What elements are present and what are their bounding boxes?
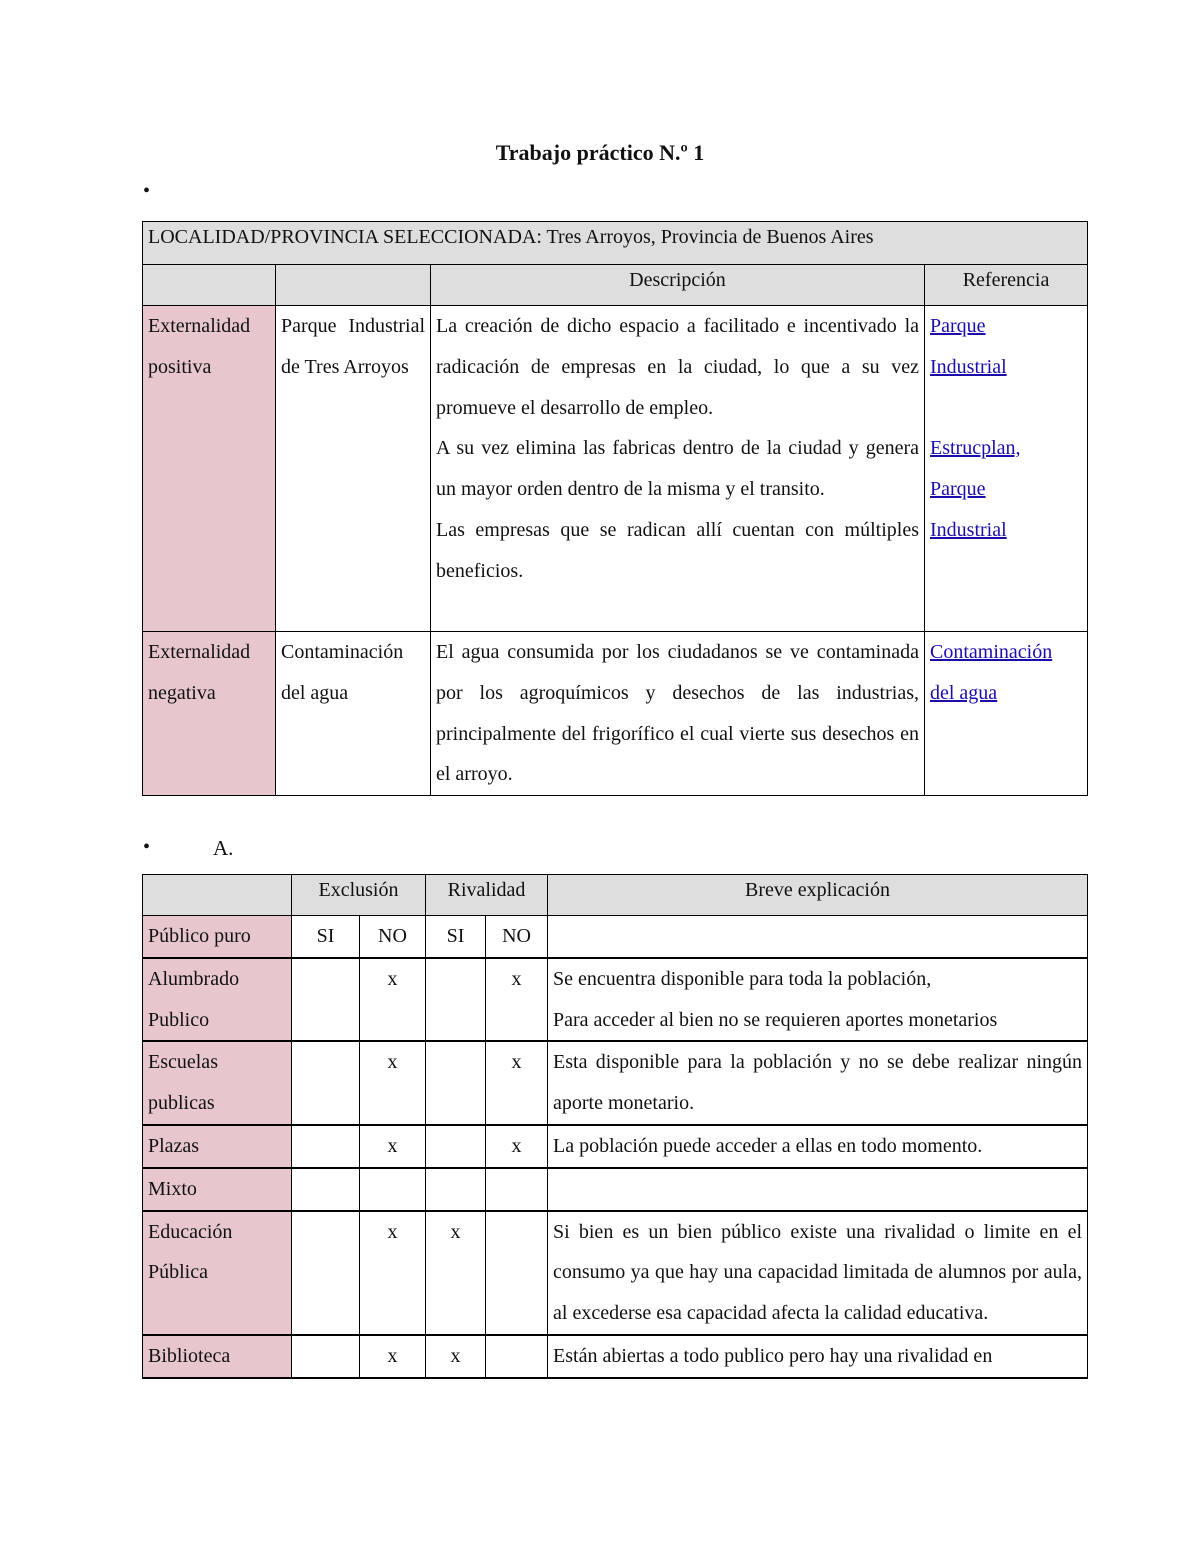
externality-references: [925, 306, 1088, 632]
table-row: [143, 958, 1088, 1042]
reference-link[interactable]: Contaminación del agua: [930, 641, 1053, 704]
rivalry-no: x: [486, 958, 548, 1042]
header-description: Descripción: [431, 265, 925, 306]
rivalry-si: [426, 1168, 486, 1211]
table-row: [143, 1125, 1088, 1168]
explanation-line: Para acceder al bien no se requieren aportes monetarios: [553, 1008, 998, 1031]
table-row: [143, 1335, 1088, 1378]
exclusion-no: x: [360, 1211, 426, 1335]
location-row: [143, 222, 1088, 265]
reference-link[interactable]: Estrucplan, Parque Industrial: [930, 437, 1021, 541]
rivalry-si: [426, 1125, 486, 1168]
rivalry-no: [486, 1335, 548, 1378]
description-paragraph: A su vez elimina las fabricas dentro de la ciudad y genera un mayor orden dentro de la misma y el transito.: [436, 437, 919, 501]
header-empty-2: [276, 265, 431, 306]
public-goods-table: [142, 874, 1088, 1379]
rivalry-si: [426, 958, 486, 1042]
table-row: [143, 1041, 1088, 1125]
rivalry-no: x: [486, 1125, 548, 1168]
good-label: Plazas: [143, 1125, 292, 1168]
table-row: [143, 1168, 1088, 1211]
exclusion-si: [292, 1125, 360, 1168]
public-pure-row: [143, 916, 1088, 958]
header-reference: Referencia: [925, 265, 1088, 306]
externality-subject: Parque Industrial de Tres Arroyos: [276, 306, 431, 632]
col-no-exclusion: NO: [360, 916, 426, 958]
externality-subject: Contaminación del agua: [276, 632, 431, 796]
explanation-cell: [548, 1168, 1088, 1211]
table-row: [143, 306, 1088, 632]
externality-type: Externalidad positiva: [143, 306, 276, 632]
exclusion-si: [292, 958, 360, 1042]
table-row: [143, 1211, 1088, 1335]
externality-type: Externalidad negativa: [143, 632, 276, 796]
header-empty: [143, 875, 292, 916]
explanation-cell: [548, 958, 1088, 1042]
explanation-cell: [548, 916, 1088, 958]
table-row: [143, 632, 1088, 796]
externality-references: [925, 632, 1088, 796]
table1-header-row: [143, 265, 1088, 306]
category-label: Público puro: [143, 916, 292, 958]
good-label: Educación Pública: [143, 1211, 292, 1335]
header-explanation: Breve explicación: [548, 875, 1088, 916]
externalities-table: [142, 221, 1088, 796]
rivalry-si: [426, 1041, 486, 1125]
exclusion-no: [360, 1168, 426, 1211]
exclusion-si: [292, 1211, 360, 1335]
rivalry-no: x: [486, 1041, 548, 1125]
explanation-cell: La población puede acceder a ellas en todo momento.: [548, 1125, 1088, 1168]
explanation-cell: Si bien es un bien público existe una rivalidad o limite en el consumo ya que hay una capacidad limitada de alumnos por aula, al excederse esa capacidad afecta la calidad educativa.: [548, 1211, 1088, 1335]
description-paragraph: El agua consumida por los ciudadanos se ve contaminada por los agroquímicos y desechos de las industrias, principalmente del frigorífico el cual vierte sus desechos en el arroyo.: [436, 641, 919, 786]
explanation-line: Se encuentra disponible para toda la población,: [553, 967, 932, 990]
exclusion-si: [292, 1168, 360, 1211]
col-si-exclusion: SI: [292, 916, 360, 958]
exclusion-si: [292, 1041, 360, 1125]
category-label: Mixto: [143, 1168, 292, 1211]
exclusion-no: x: [360, 1335, 426, 1378]
table2-header-row: [143, 875, 1088, 916]
externality-description: [431, 632, 925, 796]
good-label: Escuelas publicas: [143, 1041, 292, 1125]
good-label: Biblioteca: [143, 1335, 292, 1378]
section-label: A.: [213, 836, 234, 860]
rivalry-si: x: [426, 1335, 486, 1378]
col-si-rivalry: SI: [426, 916, 486, 958]
exclusion-no: x: [360, 1041, 426, 1125]
rivalry-no: [486, 1211, 548, 1335]
good-label: Alumbrado Publico: [143, 958, 292, 1042]
header-rivalry: Rivalidad: [426, 875, 548, 916]
rivalry-no: [486, 1168, 548, 1211]
page-title: Trabajo práctico N.º 1: [495, 140, 705, 165]
exclusion-si: [292, 1335, 360, 1378]
rivalry-si: x: [426, 1211, 486, 1335]
header-empty-1: [143, 265, 276, 306]
header-exclusion: Exclusión: [292, 875, 426, 916]
exclusion-no: x: [360, 1125, 426, 1168]
col-no-rivalry: NO: [486, 916, 548, 958]
externality-description: [431, 306, 925, 632]
description-paragraph: La creación de dicho espacio a facilitado e incentivado la radicación de empresas en la ciudad, lo que a su vez promueve el desarrollo de empleo.: [436, 315, 919, 419]
explanation-cell: Están abiertas a todo publico pero hay una rivalidad en: [548, 1335, 1088, 1378]
description-paragraph: Las empresas que se radican allí cuentan con múltiples beneficios.: [436, 518, 919, 582]
bullet-1: •: [143, 180, 151, 202]
exclusion-no: x: [360, 958, 426, 1042]
explanation-cell: Esta disponible para la población y no se debe realizar ningún aporte monetario.: [548, 1041, 1088, 1125]
reference-link[interactable]: Parque Industrial: [930, 315, 1007, 378]
bullet-2: •: [143, 836, 151, 858]
location-cell: LOCALIDAD/PROVINCIA SELECCIONADA: Tres Arroyos, Provincia de Buenos Aires: [143, 222, 1088, 265]
